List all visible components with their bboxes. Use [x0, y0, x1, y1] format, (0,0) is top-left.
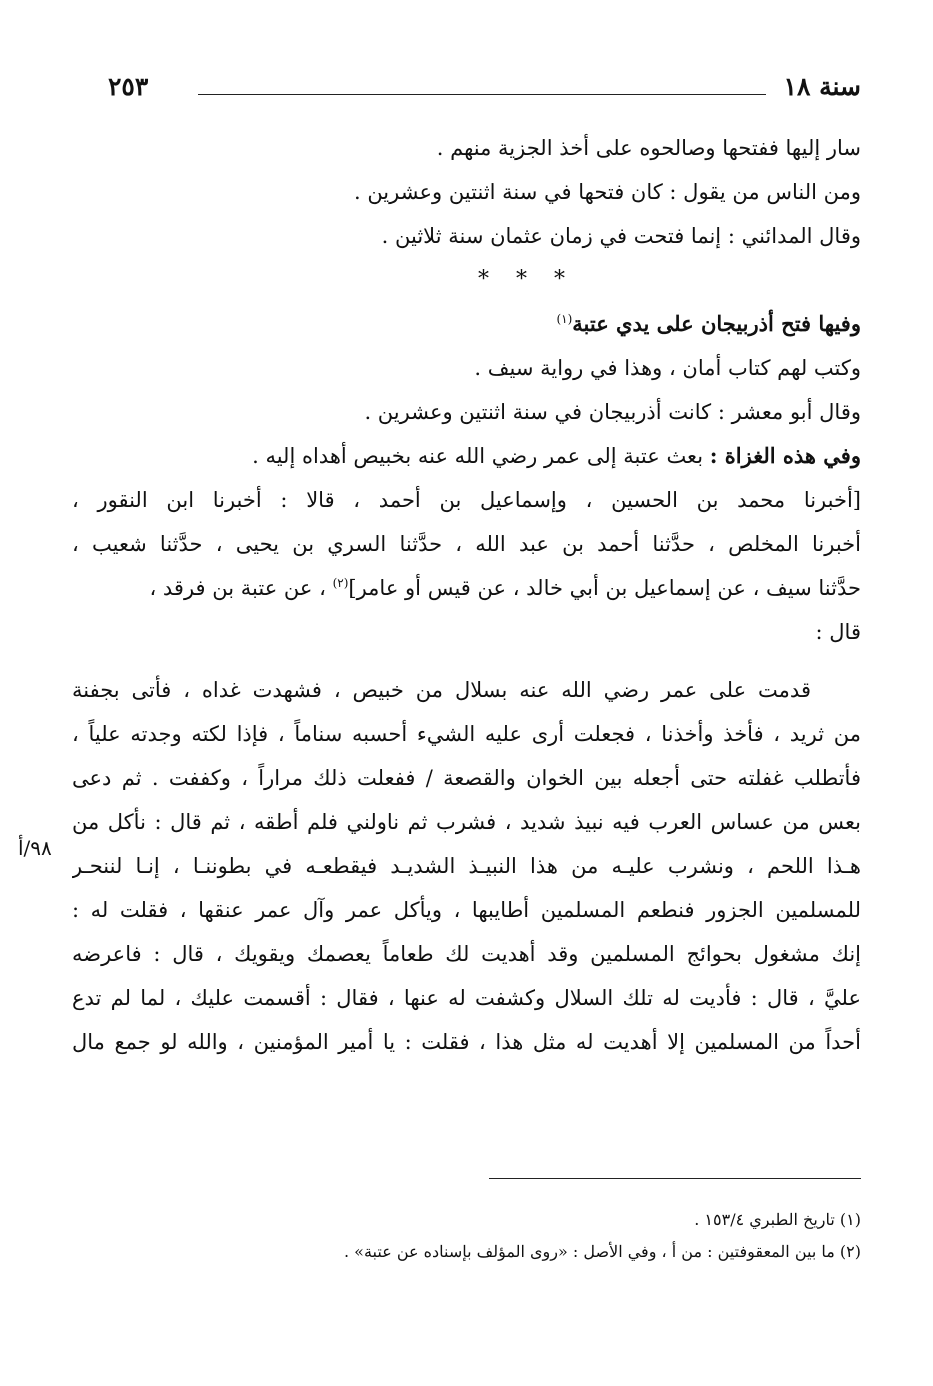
text-line: سار إليها ففتحها وصالحوه على أخذ الجزية منهم . — [436, 136, 861, 160]
section-divider: * * * — [478, 267, 575, 292]
isnad-line: أخبرنا المخلص ، حدَّثنا أحمد بن عبد الله ، حدَّثنا السري بن يحيى ، حدَّثنا شعيب ، — [72, 532, 861, 556]
text-line: عليَّ ، قال : فأديت له تلك السلال وكشفت له عنها ، فقال : أقسمت عليك ، لما لم تدع — [72, 986, 861, 1010]
text-span: ، عن عتبة بن فرقد ، — [149, 576, 326, 600]
text-line — [72, 434, 861, 478]
footnote-ref: (٢) — [332, 576, 349, 590]
isnad-line: [أخبرنا محمد بن الحسين ، وإسماعيل بن أحمد ، قالا : أخبرنا ابن النقور ، — [72, 488, 861, 512]
text-line: وكتب لهم كتاب أمان ، وهذا في رواية سيف . — [474, 356, 861, 380]
text-line: للمسلمين الجزور فنطعم المسلمين أطايبها ، ويأكل عمر وآل عمر عنقها ، فقلت له : — [72, 898, 861, 922]
text-line: قال : — [815, 620, 861, 644]
text-line: أحداً من المسلمين إلا أهديت له مثل هذا ، فقلت : يا أمير المؤمنين ، والله لو جمع مال — [72, 1030, 861, 1054]
running-title: سنة ١٨ — [783, 72, 861, 101]
bold-lead: وفي هذه الغزاة : — [709, 443, 861, 468]
margin-folio-note: ٩٨/أ — [18, 836, 52, 860]
text-line: هـذا اللحم ، ونشرب عليـه من هذا النبيـذ الشديـد فيقطعـه في بطوننـا ، إنـا لننحـر — [72, 854, 861, 878]
page-number: ٢٥٣ — [108, 72, 149, 101]
text-line: إنك مشغول بحوائج المسلمين وقد أهديت لك طعاماً يعصمك ويقويك ، قال : فاعرضه — [72, 942, 861, 966]
footnote: (٢) ما بين المعقوفتين : من أ ، وفي الأصل : «روى المؤلف بإسناده عن عتبة» . — [344, 1242, 861, 1261]
text-line: قدمت على عمر رضي الله عنه بسلال من خبيص ، فشهدت غداه ، فأتى بجفنة — [72, 678, 811, 702]
footnote-rule — [489, 1178, 861, 1179]
main-text — [72, 126, 861, 1064]
page-header — [108, 72, 861, 108]
isnad-line — [72, 566, 861, 610]
text-line: بعس من عساس العرب فيه نبيذ شديد ، فشرب ثم ناولني فلم أطقه ، ثم قال : نأكل من — [72, 810, 861, 834]
text-span: بعث عتبة إلى عمر رضي الله عنه بخبيص أهداه إليه . — [252, 444, 704, 468]
heading-text: وفيها فتح أذربيجان على يدي عتبة — [572, 311, 861, 336]
text-line: ومن الناس من يقول : كان فتحها في سنة اثنتين وعشرين . — [353, 180, 861, 204]
header-rule — [198, 94, 766, 95]
text-line: فأتطلب غفلته حتى أجعله بين الخوان والقصعة / ففعلت ذلك مراراً ، وكففت . ثم دعى — [72, 766, 861, 790]
text-line: وقال المدائني : إنما فتحت في زمان عثمان سنة ثلاثين . — [381, 224, 861, 248]
footnotes — [72, 1204, 861, 1268]
text-span: حدَّثنا سيف ، عن إسماعيل بن أبي خالد ، عن قيس أو عامر] — [348, 576, 861, 600]
section-heading — [72, 302, 861, 346]
text-line: من ثريد ، فأخذ وأخذنا ، فجعلت أرى عليه الشيء أحسبه سناماً ، فإذا لكته وجدته علياً ، — [72, 722, 861, 746]
footnote-ref: (١) — [556, 312, 573, 326]
footnote: (١) تاريخ الطبري ١٥٣/٤ . — [694, 1210, 861, 1229]
text-line: وقال أبو معشر : كانت أذربيجان في سنة اثنتين وعشرين . — [364, 400, 861, 424]
